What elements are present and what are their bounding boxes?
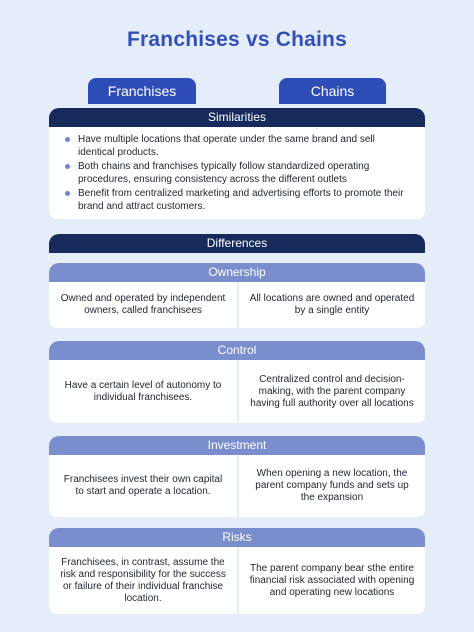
control-franchise-cell: Have a certain level of autonomy to individual franchisees. xyxy=(49,360,237,423)
similarity-text: Both chains and franchises typically follow standardized operating procedures, ensuring consistency across the different outlets xyxy=(78,161,370,185)
tab-chains: Chains xyxy=(279,78,386,104)
list-item xyxy=(65,187,411,213)
investment-chain-cell: When opening a new location, the parent company funds and sets up the expansion xyxy=(239,455,425,517)
similarities-box xyxy=(49,127,425,219)
similarities-list xyxy=(65,133,411,213)
risks-chain-cell: The parent company bear sthe entire financial risk associated with opening and operating new locations xyxy=(239,547,425,614)
risks-heading: Risks xyxy=(49,528,425,547)
investment-heading: Investment xyxy=(49,436,425,455)
bullet-icon xyxy=(65,164,70,169)
differences-heading: Differences xyxy=(49,234,425,253)
tab-franchises: Franchises xyxy=(88,78,196,104)
investment-franchise-cell: Franchisees invest their own capital to start and operate a location. xyxy=(49,455,237,517)
ownership-franchise-cell: Owned and operated by independent owners, called franchisees xyxy=(49,282,237,328)
ownership-chain-cell: All locations are owned and operated by a single entity xyxy=(239,282,425,328)
list-item xyxy=(65,160,411,186)
similarity-text: Benefit from centralized marketing and advertising efforts to promote their brand and attract customers. xyxy=(78,188,404,212)
page-title: Franchises vs Chains xyxy=(127,28,347,51)
control-heading: Control xyxy=(49,341,425,360)
similarity-text: Have multiple locations that operate under the same brand and sell identical products. xyxy=(78,134,375,158)
list-item xyxy=(65,133,411,159)
bullet-icon xyxy=(65,137,70,142)
bullet-icon xyxy=(65,191,70,196)
control-chain-cell: Centralized control and decision-making, with the parent company having full authority over all locations xyxy=(239,360,425,423)
risks-franchise-cell: Franchisees, in contrast, assume the risk and responsibility for the success or failure of their individual franchise location. xyxy=(49,547,237,614)
ownership-heading: Ownership xyxy=(49,263,425,282)
similarities-heading: Similarities xyxy=(49,108,425,127)
